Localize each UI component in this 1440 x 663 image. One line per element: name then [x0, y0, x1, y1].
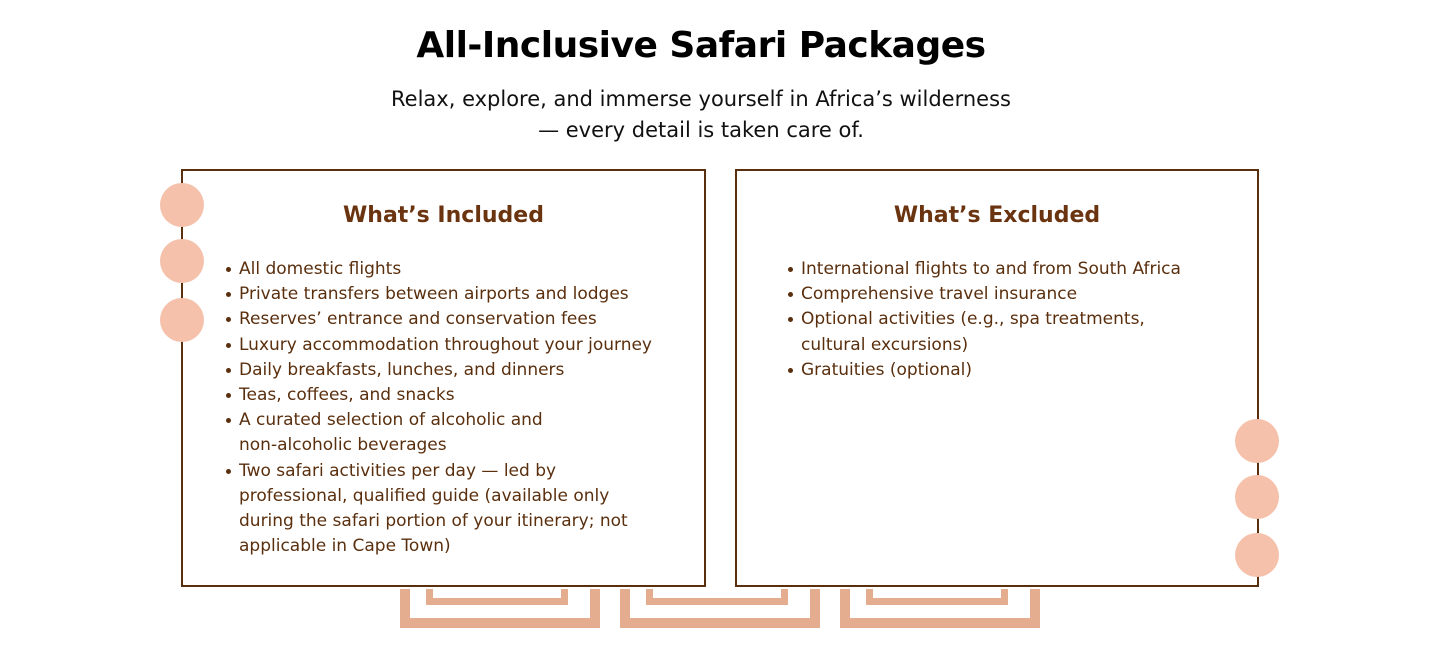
- decorative-frames: [400, 591, 1040, 633]
- list-item: Two safari activities per day — led by professional, qualified guide (available only during the safari portion of your itinerary; not applicable in Cape Town): [239, 459, 649, 560]
- decorative-dot: [160, 183, 204, 227]
- list-item: Optional activities (e.g., spa treatments, cultural excursions): [801, 307, 1171, 357]
- list-item: Private transfers between airports and lodges: [239, 282, 684, 307]
- list-item: International flights to and from South Africa: [801, 257, 1221, 282]
- list-item: Luxury accommodation throughout your journey: [239, 333, 684, 358]
- decorative-dot: [1235, 533, 1279, 577]
- decorative-dot: [160, 298, 204, 342]
- included-list: [239, 257, 684, 559]
- included-heading: What’s Included: [343, 203, 544, 228]
- excluded-heading: What’s Excluded: [893, 203, 1101, 228]
- decorative-dot: [1235, 419, 1279, 463]
- page-title: All-Inclusive Safari Packages: [416, 25, 986, 66]
- list-item: Teas, coffees, and snacks: [239, 383, 684, 408]
- list-item: All domestic flights: [239, 257, 684, 282]
- page-subtitle: [0, 84, 1402, 146]
- subtitle-line-1: Relax, explore, and immerse yourself in Africa’s wilderness: [391, 87, 1011, 111]
- list-item: A curated selection of alcoholic and non-alcoholic beverages: [239, 408, 579, 458]
- decorative-frame: [400, 589, 600, 628]
- decorative-dot: [160, 239, 204, 283]
- list-item: Daily breakfasts, lunches, and dinners: [239, 358, 684, 383]
- decorative-frame: [840, 589, 1040, 628]
- list-item: Comprehensive travel insurance: [801, 282, 1221, 307]
- list-item: Reserves’ entrance and conservation fees: [239, 307, 684, 332]
- excluded-list: [801, 257, 1221, 383]
- subtitle-line-2: — every detail is taken care of.: [538, 118, 864, 142]
- decorative-frame: [620, 589, 820, 628]
- list-item: Gratuities (optional): [801, 358, 1221, 383]
- included-card: [181, 169, 706, 587]
- excluded-card: [735, 169, 1259, 587]
- decorative-dot: [1235, 475, 1279, 519]
